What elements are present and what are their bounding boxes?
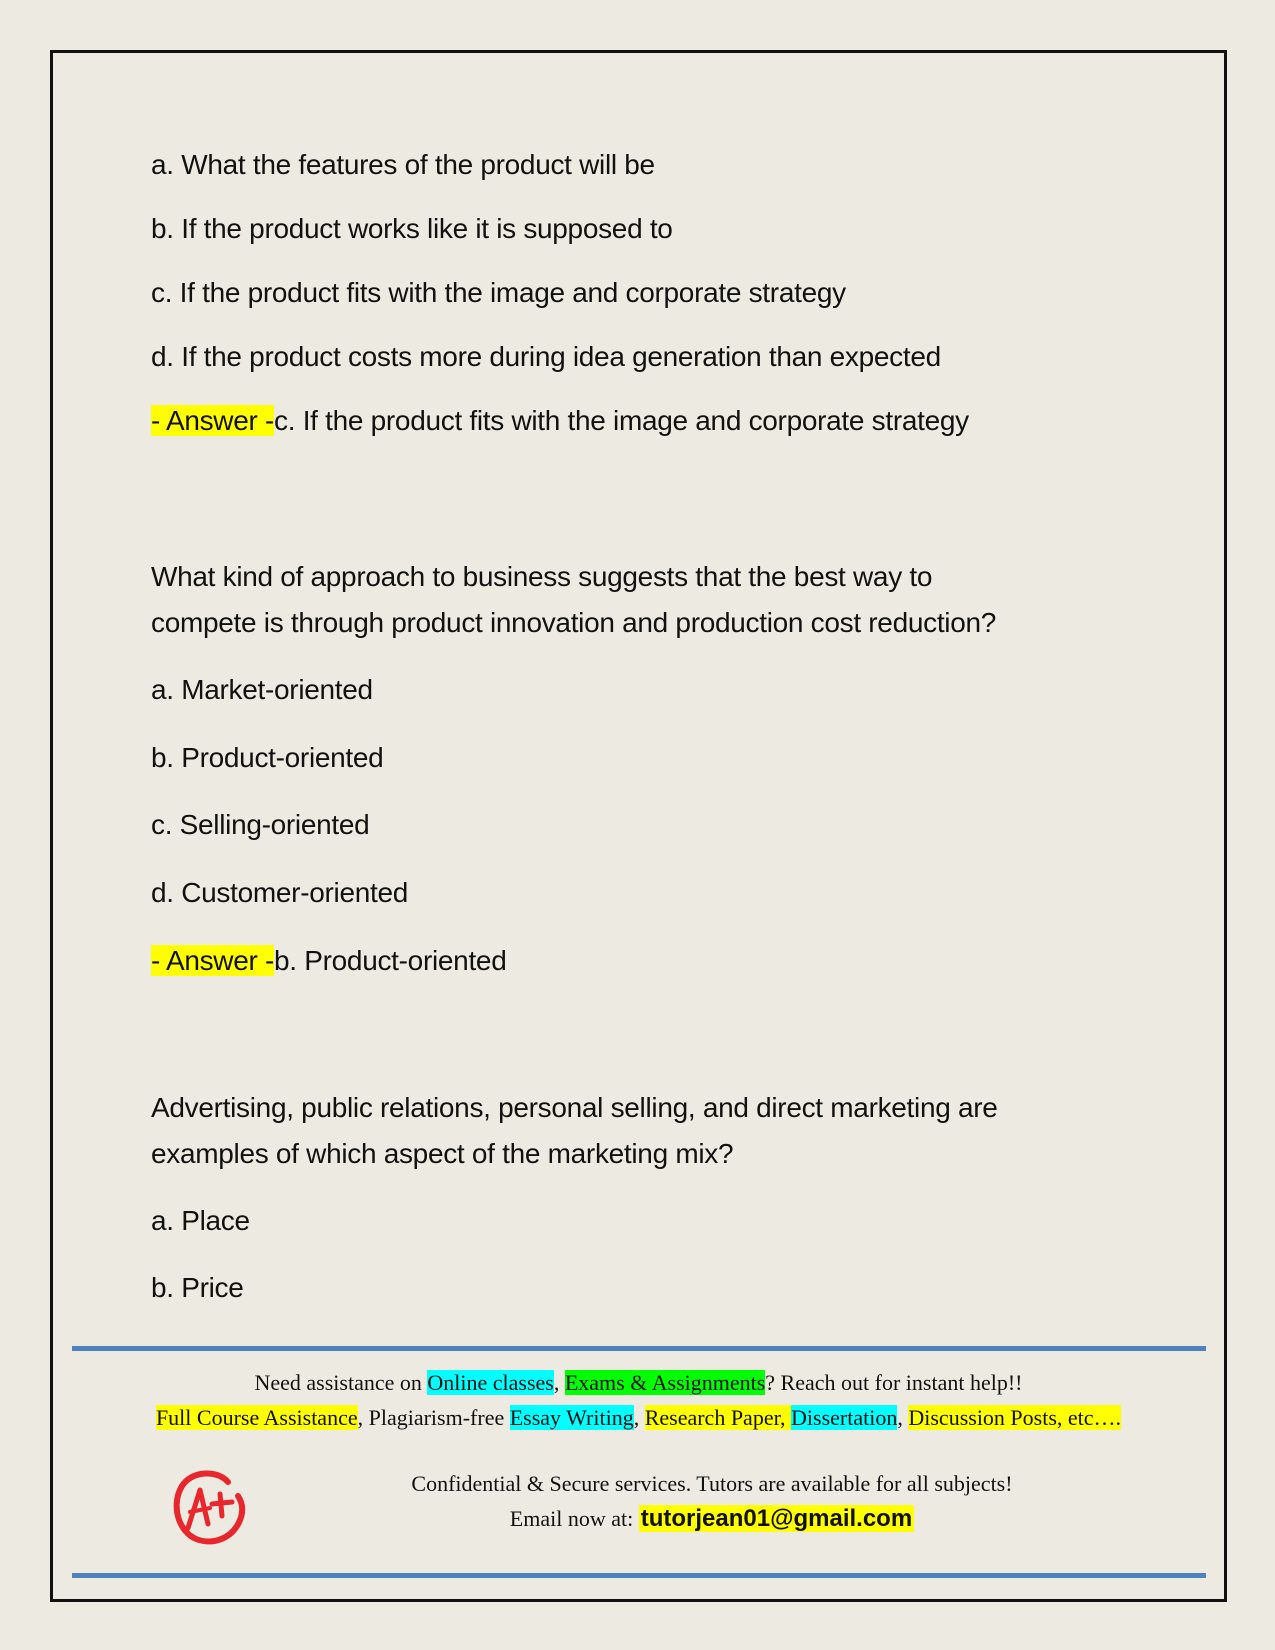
footer-text: ? Reach out for instant help!! — [765, 1370, 1023, 1395]
q2-option-c: c. Selling-oriented — [151, 809, 370, 840]
q3-prompt-line-2: examples of which aspect of the marketing mix? — [151, 1138, 734, 1169]
footer-text: Need assistance on — [254, 1370, 428, 1395]
q2-option-a: a. Market-oriented — [151, 674, 373, 705]
highlight-online-classes: Online classes — [427, 1370, 554, 1395]
answer-text: c. If the product fits with the image and corporate strategy — [274, 405, 969, 436]
footer-text: , — [633, 1405, 645, 1430]
highlight-exams-assignments: Exams & Assignments — [564, 1370, 766, 1395]
answer-text: b. Product-oriented — [274, 945, 507, 976]
footer-top-rule — [72, 1346, 1206, 1351]
q1-option-b: b. If the product works like it is supposed to — [151, 213, 673, 244]
q1-option-d: d. If the product costs more during idea generation than expected — [151, 341, 941, 372]
q2-prompt-line-2: compete is through product innovation and production cost reduction? — [151, 607, 997, 638]
q2-answer — [151, 944, 506, 978]
footer-text: , — [553, 1370, 565, 1395]
answer-label: - Answer - — [151, 945, 275, 976]
q3-option-b: b. Price — [151, 1272, 244, 1303]
footer-bottom-rule — [72, 1573, 1206, 1578]
footer-text: , — [897, 1405, 909, 1430]
highlight-dissertation: Dissertation — [791, 1405, 898, 1430]
highlight-discussion-posts: Discussion Posts, etc…. — [908, 1405, 1122, 1430]
q2-prompt-line-1: What kind of approach to business suggests that the best way to — [151, 561, 933, 592]
q3-prompt-line-1: Advertising, public relations, personal selling, and direct marketing are — [151, 1092, 998, 1123]
footer-text: , Plagiarism-free — [357, 1405, 510, 1430]
answer-label: - Answer - — [151, 405, 275, 436]
footer-line-1 — [53, 1366, 1224, 1400]
highlight-research-paper: Research Paper, — [644, 1405, 792, 1430]
email-label: Email now at: — [509, 1506, 639, 1531]
q1-option-a: a. What the features of the product will be — [151, 149, 655, 180]
q3-option-a: a. Place — [151, 1205, 250, 1236]
q1-answer — [151, 404, 969, 438]
highlight-full-course: Full Course Assistance — [155, 1405, 358, 1430]
footer-line-3: Confidential & Secure services. Tutors are available for all subjects! — [411, 1471, 1013, 1496]
footer-email-line — [212, 1502, 1212, 1536]
email-link[interactable]: tutorjean01@gmail.com — [640, 1505, 913, 1532]
highlight-essay-writing: Essay Writing — [509, 1405, 634, 1430]
footer-line-2 — [53, 1401, 1224, 1435]
q1-option-c: c. If the product fits with the image and corporate strategy — [151, 277, 846, 308]
q2-option-d: d. Customer-oriented — [151, 877, 409, 908]
q2-option-b: b. Product-oriented — [151, 742, 384, 773]
